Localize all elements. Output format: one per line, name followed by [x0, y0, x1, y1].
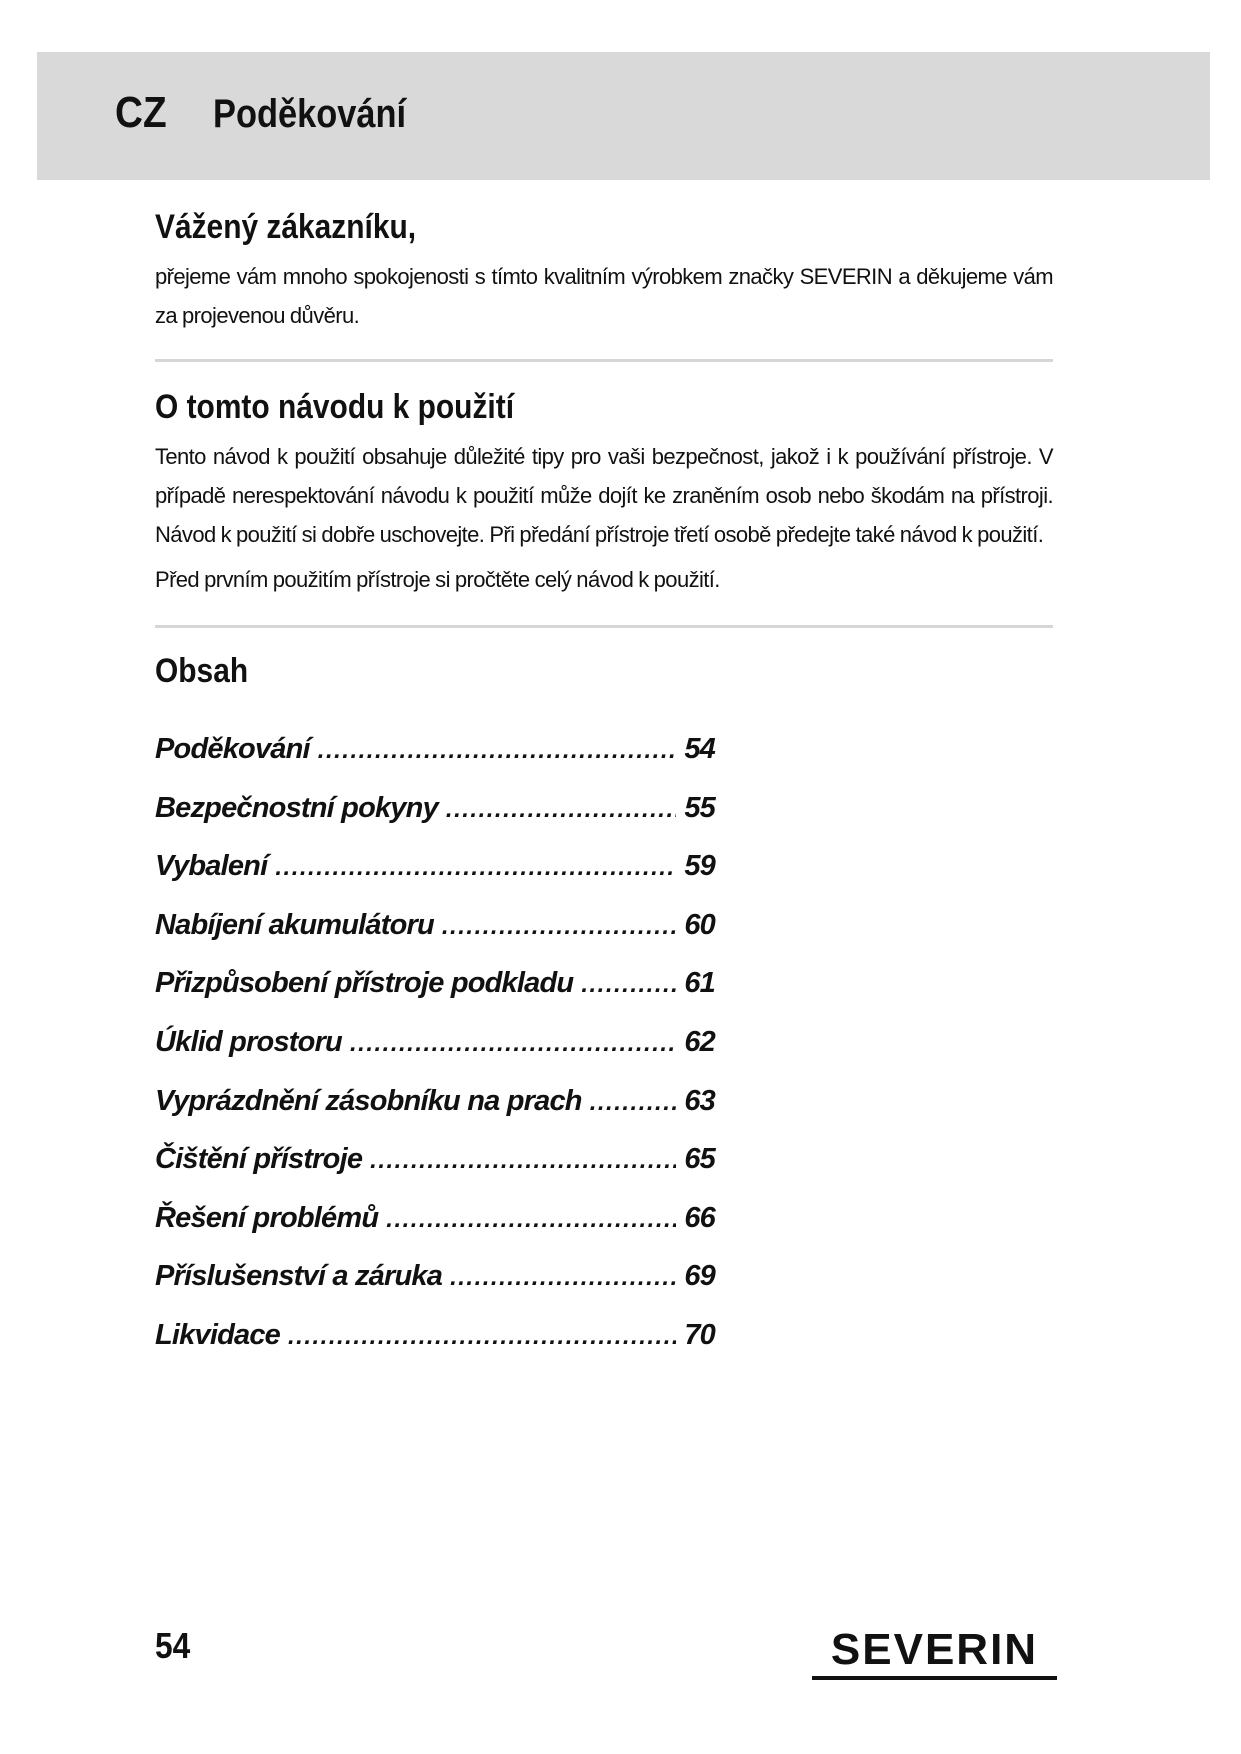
toc-item-page: 70	[684, 1318, 715, 1351]
toc-item-label: Poděkování	[155, 733, 310, 765]
toc-item-label: Likvidace	[155, 1318, 280, 1351]
greeting-heading: Vážený zákazníku,	[155, 208, 417, 246]
toc-item-label: Příslušenství a záruka	[155, 1260, 443, 1293]
toc-item-label: Čištění přístroje	[155, 1143, 363, 1176]
toc-dot-leader	[581, 971, 676, 999]
about-paragraph-2: Před prvním použitím přístroje si pročtěte celý návod k použití.	[155, 567, 720, 592]
about-paragraph-1: Tento návod k použití obsahuje důležité tipy pro vaši bezpečnost, jakož i k používání přístroje. V případě nerespektování návodu k použití může dojít ke zraněním osob nebo škodám na přístroji. Návod k použití si dobře uschovejte. Při předání přístroje třetí osobě předejte také návod k použití.	[155, 444, 1053, 547]
toc-item[interactable]	[155, 850, 715, 909]
brand-name: SEVERIN	[830, 1625, 1039, 1674]
toc-item[interactable]	[155, 1026, 715, 1085]
toc-item-page: 61	[684, 967, 715, 1000]
toc-item[interactable]	[155, 1319, 715, 1378]
toc-item[interactable]	[155, 1085, 715, 1144]
toc-item[interactable]	[155, 909, 715, 968]
page-number: 54	[155, 1625, 191, 1666]
about-heading: O tomto návodu k použití	[155, 388, 515, 426]
toc-dot-leader	[446, 796, 676, 824]
toc-item[interactable]	[155, 792, 715, 851]
toc-dot-leader	[442, 913, 676, 941]
toc-dot-leader	[288, 1323, 676, 1351]
toc-dot-leader	[450, 1264, 676, 1292]
toc-item-page: 59	[684, 850, 715, 883]
toc-dot-leader	[386, 1206, 676, 1234]
about-section	[155, 388, 1053, 599]
toc-item-page: 54	[684, 733, 715, 765]
toc-dot-leader	[350, 1030, 676, 1058]
toc-item[interactable]	[155, 733, 715, 792]
toc-item-page: 66	[684, 1201, 715, 1234]
table-of-contents	[155, 733, 715, 1378]
toc-item-page: 60	[684, 908, 715, 941]
contents-heading: Obsah	[155, 652, 249, 690]
language-code: CZ	[115, 88, 167, 137]
contents-section	[155, 652, 1053, 691]
toc-dot-leader	[590, 1089, 677, 1117]
toc-item-page: 63	[684, 1084, 715, 1117]
divider	[155, 359, 1053, 362]
toc-item-label: Úklid prostoru	[155, 1025, 342, 1058]
greeting-text: přejeme vám mnoho spokojenosti s tímto kvalitním výrobkem značky SEVERIN a děkujeme vám za projevenou důvěru.	[155, 264, 1053, 328]
toc-item-label: Bezpečnostní pokyny	[155, 791, 438, 824]
toc-item-page: 62	[684, 1025, 715, 1058]
greeting-section	[155, 208, 1053, 335]
toc-item[interactable]	[155, 1260, 715, 1319]
toc-item[interactable]	[155, 967, 715, 1026]
severin-logo	[812, 1625, 1057, 1680]
toc-item-page: 65	[684, 1143, 715, 1176]
toc-item-label: Vybalení	[155, 850, 268, 883]
page-title: Poděkování	[213, 92, 407, 136]
toc-item[interactable]	[155, 1143, 715, 1202]
toc-item-label: Řešení problémů	[155, 1201, 379, 1234]
toc-item-page: 69	[684, 1260, 715, 1293]
toc-item-label: Nabíjení akumulátoru	[155, 908, 434, 941]
toc-dot-leader	[275, 854, 676, 882]
toc-item-label: Vyprázdnění zásobníku na prach	[155, 1084, 582, 1117]
logo-underline	[812, 1676, 1057, 1680]
divider	[155, 625, 1053, 628]
toc-item-label: Přizpůsobení přístroje podkladu	[155, 967, 574, 1000]
toc-item[interactable]	[155, 1202, 715, 1261]
toc-item-page: 55	[684, 791, 715, 824]
toc-dot-leader	[370, 1147, 676, 1175]
toc-dot-leader	[318, 737, 677, 765]
